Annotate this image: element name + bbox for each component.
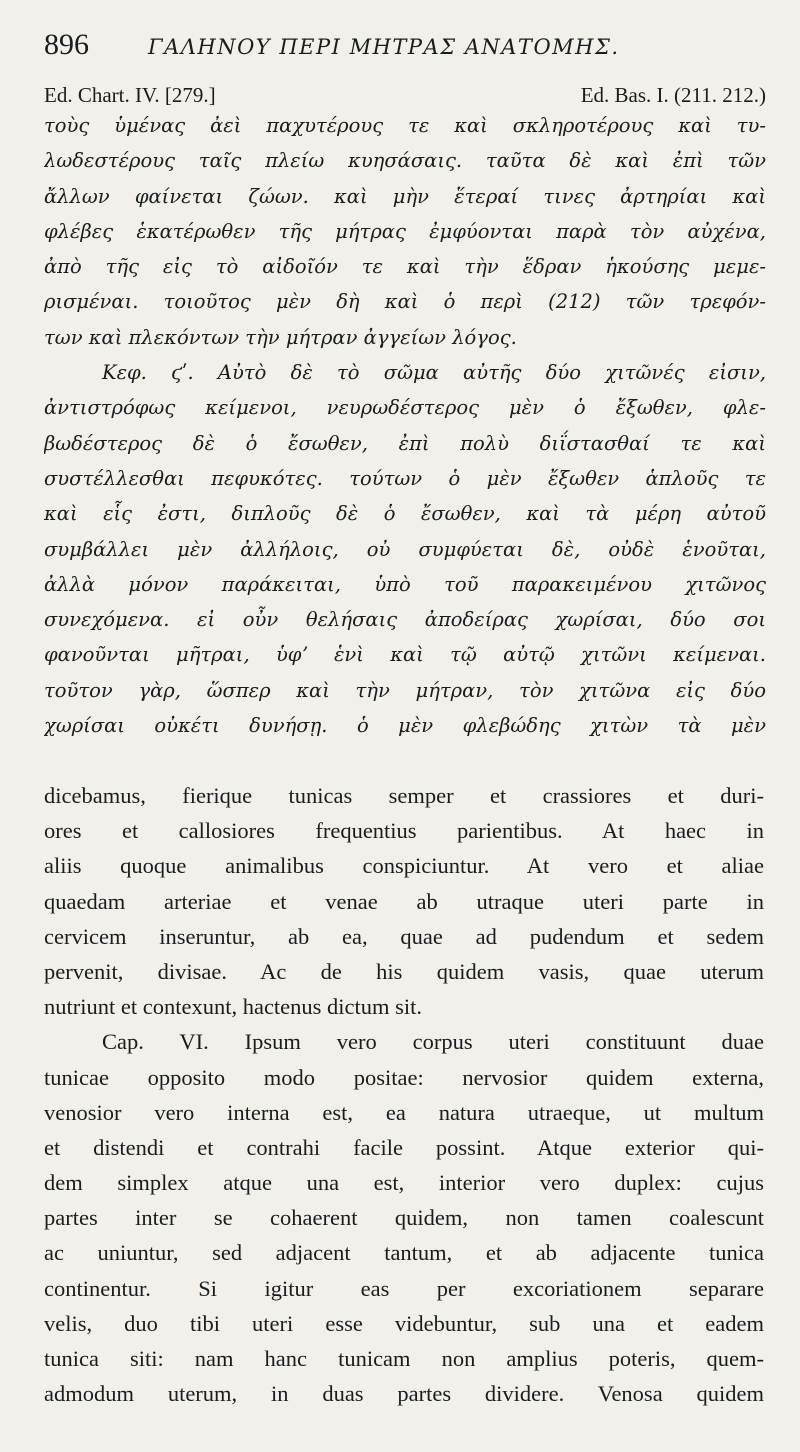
latin-line: ac uniuntur, sed adjacent tantum, et ab adjacente tunica	[44, 1240, 764, 1266]
greek-line: ἀντιστρόφως κείμενοι, νευρωδέστερος μὲν ὁ ἔξωθεν, φλε-	[44, 396, 766, 420]
greek-line: συστέλλεσθαι πεφυκότες. τούτων ὁ μὲν ἔξωθεν ἁπλοῦς τε	[44, 466, 766, 490]
latin-line: partes inter se cohaerent quidem, non tamen coalescunt	[44, 1205, 764, 1231]
latin-text-block	[44, 778, 764, 1411]
greek-line: τοῦτον γὰρ, ὥσπερ καὶ τὴν μήτραν, τὸν χιτῶνα εἰς δύο	[44, 678, 766, 702]
greek-text-block	[44, 108, 766, 743]
greek-line: λωδεστέρους ταῖς πλείω κυησάσαις. ταῦτα δὲ καὶ ἐπὶ τῶν	[44, 149, 766, 173]
latin-line: venosior vero interna est, ea natura utraeque, ut multum	[44, 1099, 764, 1125]
latin-line: aliis quoque animalibus conspiciuntur. At vero et aliae	[44, 853, 764, 879]
latin-line: tunica siti: nam hanc tunicam non amplius poteris, quem-	[44, 1346, 764, 1371]
latin-line: dicebamus, fierique tunicas semper et crassiores et duri-	[44, 783, 764, 808]
latin-line: tunicae opposito modo positae: nervosior quidem externa,	[44, 1064, 764, 1090]
greek-line: ἀλλὰ μόνον παράκειται, ὑπὸ τοῦ παρακειμένου χιτῶνος	[44, 572, 766, 596]
latin-line: et distendi et contrahi facile possint. Atque exterior qui-	[44, 1134, 764, 1160]
edition-reference	[44, 82, 766, 110]
running-title: ΓΑΛΗΝΟΥ ΠΕΡΙ ΜΗΤΡΑΣ ΑΝΑΤΟΜΗΣ.	[148, 35, 620, 59]
latin-line: quaedam arteriae et venae ab utraque uteri parte in	[44, 888, 764, 914]
latin-line: pervenit, divisae. Ac de his quidem vasis, quae uterum	[44, 958, 764, 984]
latin-line: velis, duo tibi uteri esse videbuntur, sub una et eadem	[44, 1310, 764, 1336]
greek-line: χωρίσαι οὐκέτι δυνήσῃ. ὁ μὲν φλεβώδης χιτὼν τὰ μὲν	[44, 714, 766, 738]
greek-line: συμβάλλει μὲν ἀλλήλοις, οὐ συμφύεται δὲ, οὐδὲ ἑνοῦται,	[44, 537, 766, 561]
greek-line: βωδέστερος δὲ ὁ ἔσωθεν, ἐπὶ πολὺ διΐστασθαί τε καὶ	[44, 431, 766, 455]
edition-basel: Ed. Bas. I. (211. 212.)	[580, 83, 766, 107]
latin-line: dem simplex atque una est, interior vero duplex: cujus	[44, 1170, 764, 1196]
greek-line: ρισμέναι. τοιοῦτος μὲν δὴ καὶ ὁ περὶ (212) τῶν τρεφόν-	[44, 290, 766, 314]
greek-line: συνεχόμενα. εἰ οὖν θελήσαις ἀποδείρας χωρίσαι, δύο σοι	[44, 608, 766, 632]
greek-line: ἄλλων φαίνεται ζώων. καὶ μὴν ἕτεραί τινες ἀρτηρίαι καὶ	[44, 184, 766, 208]
latin-line: continentur. Si igitur eas per excoriationem separare	[44, 1275, 764, 1301]
greek-line: φανοῦνται μῆτραι, ὑφʼ ἑνὶ καὶ τῷ αὐτῷ χιτῶνι κείμεναι.	[44, 643, 766, 667]
latin-chapter-heading-line: Cap. VI. Ipsum vero corpus uteri constituunt duae	[102, 1029, 764, 1055]
page-number: 896	[44, 28, 89, 61]
greek-line: τοὺς ὑμένας ἀεὶ παχυτέρους τε καὶ σκληροτέρους καὶ τυ-	[44, 114, 766, 137]
page-header	[44, 26, 764, 66]
greek-line: ἀπὸ τῆς εἰς τὸ αἰδοῖόν τε καὶ τὴν ἕδραν ἡκούσης μεμε-	[44, 255, 766, 279]
latin-line: admodum uterum, in duas partes dividere. Venosa quidem	[44, 1381, 764, 1407]
latin-line: ores et callosiores frequentius parientibus. At haec in	[44, 818, 764, 844]
greek-line: καὶ εἷς ἐστι, διπλοῦς δὲ ὁ ἔσωθεν, καὶ τὰ μέρη αὐτοῦ	[44, 502, 766, 526]
edition-chartier: Ed. Chart. IV. [279.]	[44, 83, 216, 107]
latin-line: cervicem inseruntur, ab ea, quae ad pudendum et sedem	[44, 923, 764, 949]
latin-line: nutriunt et contexunt, hactenus dictum sit.	[44, 994, 423, 1020]
greek-chapter-heading-line: Κεφ. ϛʹ. Αὐτὸ δὲ τὸ σῶμα αὐτῆς δύο χιτῶνές εἰσιν,	[102, 361, 766, 385]
greek-line: των καὶ πλεκόντων τὴν μήτραν ἀγγείων λόγος.	[44, 325, 517, 349]
greek-line: φλέβες ἑκατέρωθεν τῆς μήτρας ἐμφύονται παρὰ τὸν αὐχένα,	[44, 219, 766, 243]
